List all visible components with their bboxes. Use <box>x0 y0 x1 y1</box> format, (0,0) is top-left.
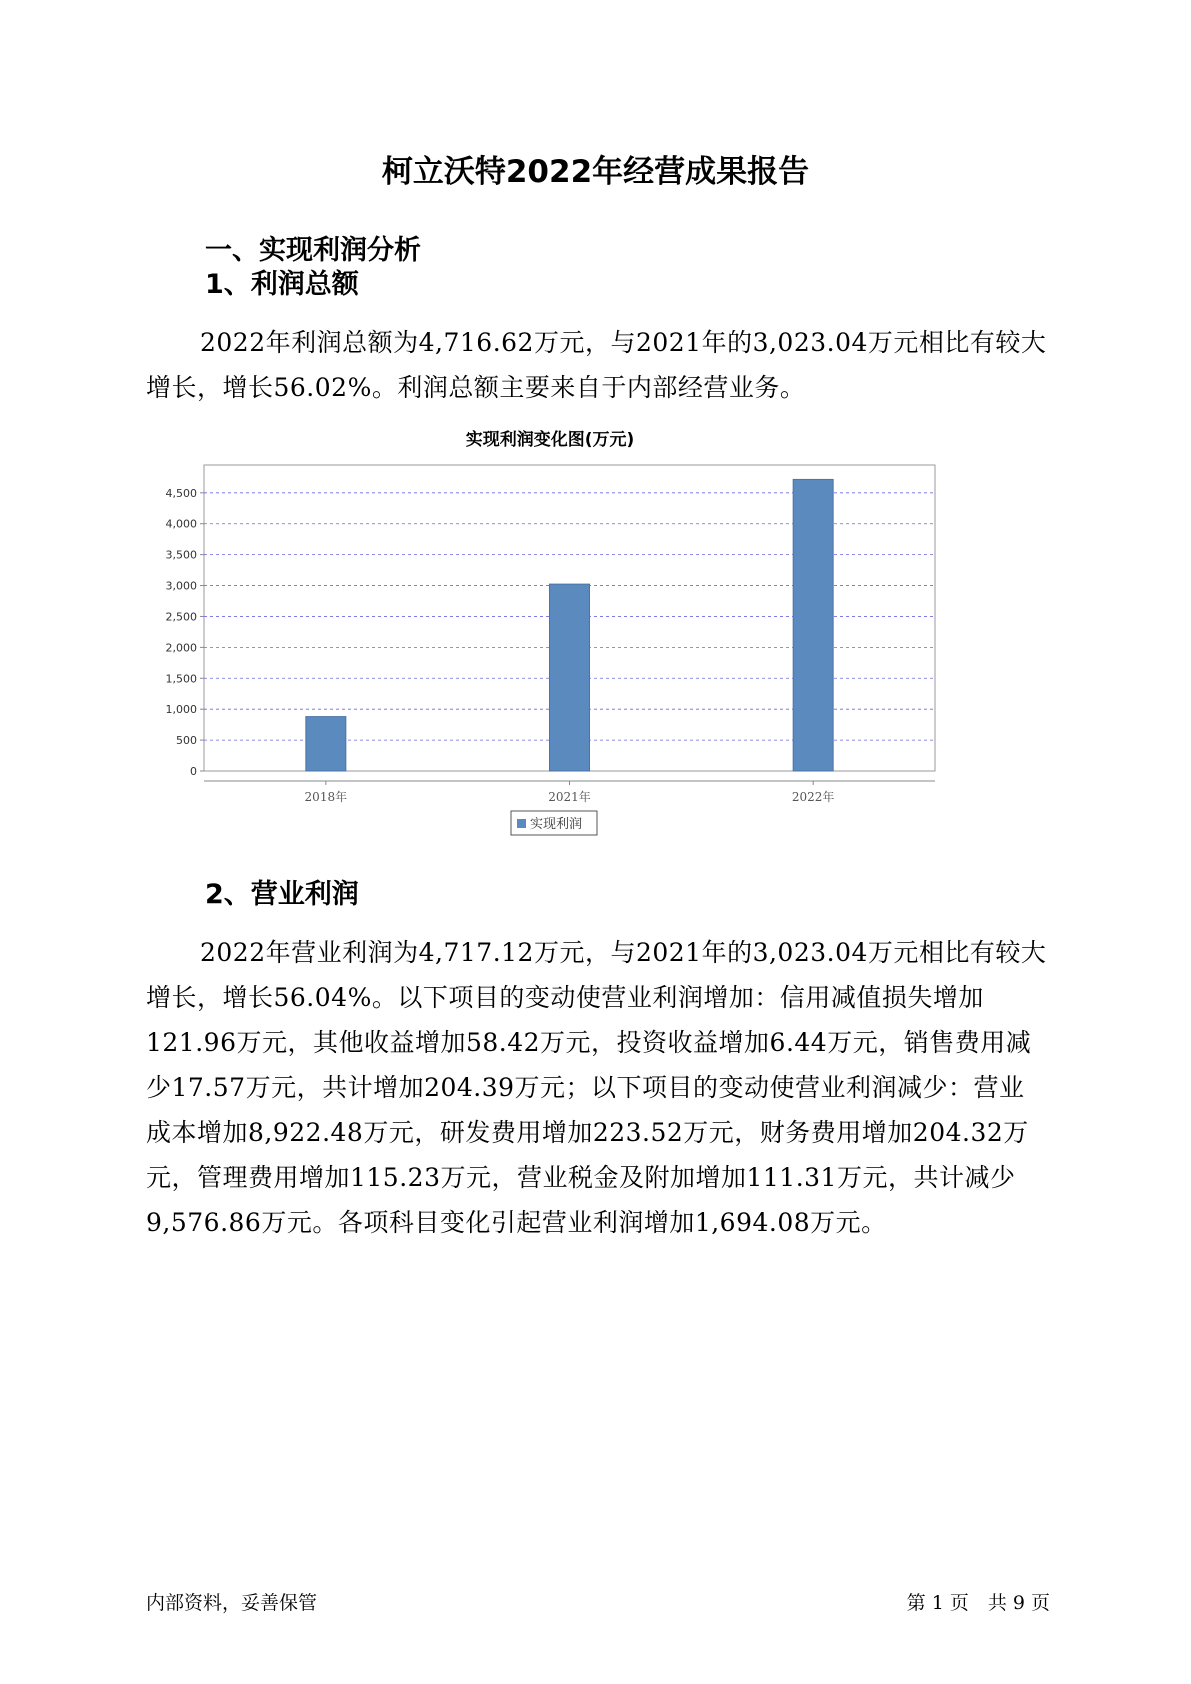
paragraph-operating-profit: 2022年营业利润为4,717.12万元，与2021年的3,023.04万元相比有较大增长，增长56.04%。以下项目的变动使营业利润增加：信用减值损失增加121.96万元，其他收益增加58.42万元，投资收益增加6.44万元，销售费用减少17.57万元，共计增加204.39万元；以下项目的变动使营业利润减少：营业成本增加8,922.48万元，研发费用增加223.52万元，财务费用增加204.32万元，管理费用增加115.23万元，营业税金及附加增加111.31万元，共计减少9,576.86万元。各项科目变化引起营业利润增加1,694.08万元。 <box>146 938 1047 1237</box>
y-tick-label: 3,500 <box>165 548 197 562</box>
bar-2021年 <box>550 584 590 771</box>
profit-bar-chart <box>160 430 1030 915</box>
legend-swatch <box>517 819 526 828</box>
y-tick-label: 4,000 <box>165 517 197 531</box>
footer-confidential-note: 内部资料，妥善保管 <box>146 1592 318 1614</box>
y-tick-label: 1,500 <box>165 672 197 686</box>
document-title: 柯立沃特2022年经营成果报告 <box>381 154 810 190</box>
chart-svg <box>160 430 1030 915</box>
subsection-heading-total-profit: 1、利润总额 <box>205 269 359 300</box>
y-tick-label: 500 <box>176 734 197 748</box>
bar-2018年 <box>306 717 346 771</box>
subsection-heading-operating-profit: 2、营业利润 <box>205 879 359 910</box>
y-tick-label: 0 <box>190 765 197 778</box>
y-tick-label: 4,500 <box>165 486 197 500</box>
x-tick-label: 2021年 <box>548 790 591 804</box>
paragraph-total-profit: 2022年利润总额为4,716.62万元，与2021年的3,023.04万元相比有较大增长，增长56.02%。利润总额主要来自于内部经营业务。 <box>146 328 1047 402</box>
y-tick-label: 3,000 <box>165 579 197 593</box>
section-heading-profit-analysis: 一、实现利润分析 <box>205 235 421 266</box>
x-tick-label: 2018年 <box>304 790 348 804</box>
footer-page-number: 第 1 页 共 9 页 <box>906 1592 1050 1614</box>
y-tick-label: 1,000 <box>165 703 197 717</box>
bar-2022年 <box>793 479 833 771</box>
chart-title: 实现利润变化图(万元) <box>465 430 635 450</box>
y-tick-label: 2,500 <box>165 610 197 624</box>
y-tick-label: 2,000 <box>165 641 197 655</box>
x-tick-label: 2022年 <box>791 790 835 804</box>
legend-label: 实现利润 <box>530 817 583 832</box>
